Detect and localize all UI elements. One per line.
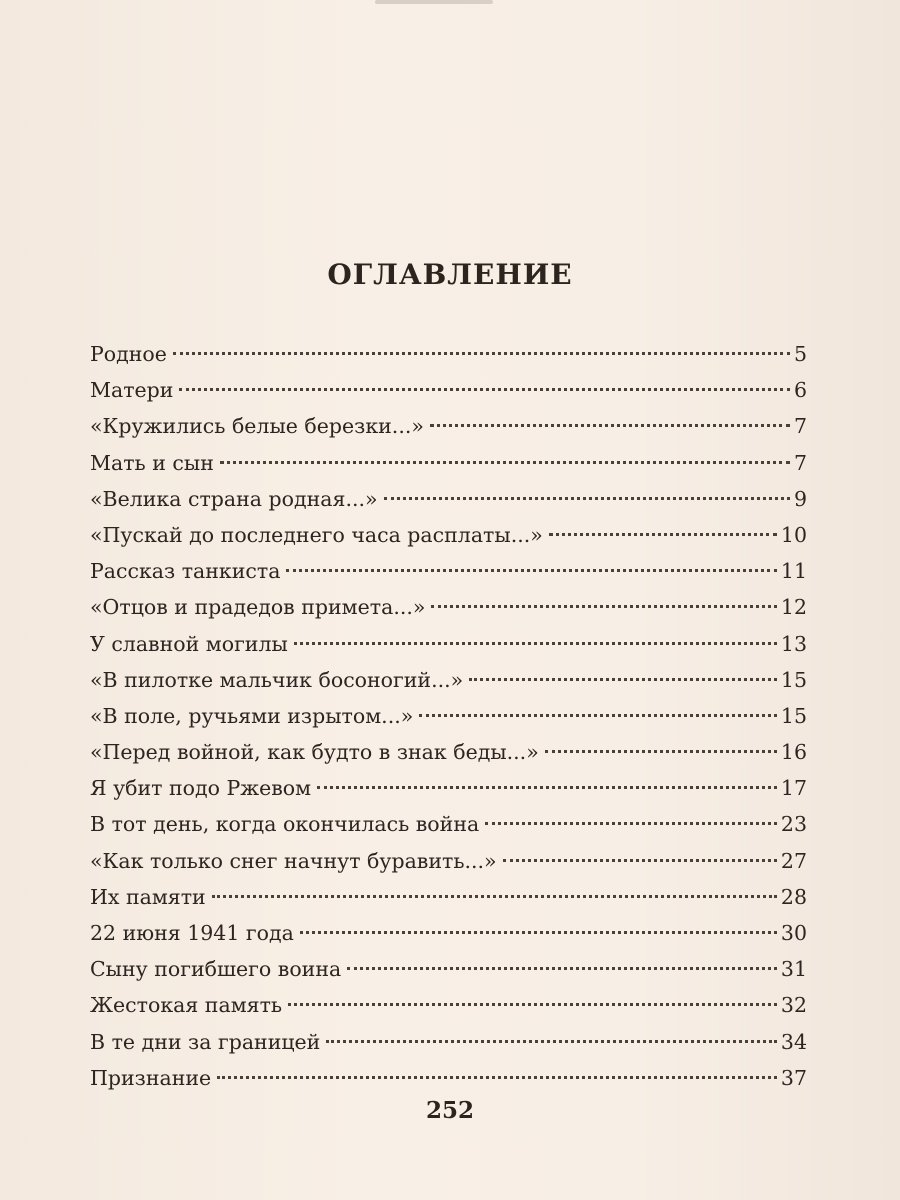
dot-leader	[469, 678, 777, 681]
toc-entry	[90, 341, 807, 377]
toc-entry-page: 37	[780, 1065, 807, 1090]
toc-entry	[90, 920, 807, 956]
dot-leader	[220, 461, 790, 464]
dot-leader	[347, 967, 777, 970]
table-of-contents	[90, 341, 807, 1101]
toc-entry-title: «Кружились белые березки...»	[90, 414, 424, 439]
toc-entry-page: 13	[780, 631, 807, 656]
toc-entry-title: Их памяти	[90, 884, 206, 909]
toc-entry	[90, 739, 807, 775]
toc-entry-page: 11	[780, 559, 807, 584]
toc-entry-title: Жестокая память	[90, 993, 283, 1018]
page-title: ОГЛАВЛЕНИЕ	[327, 258, 573, 291]
toc-entry	[90, 848, 807, 884]
toc-entry-title: «Велика страна родная...»	[90, 486, 378, 511]
toc-entry-title: «Перед войной, как будто в знак беды...»	[90, 740, 539, 765]
toc-entry-page: 31	[780, 957, 807, 982]
dot-leader	[288, 1003, 777, 1006]
toc-entry	[90, 956, 807, 992]
toc-entry-page: 10	[780, 522, 807, 547]
toc-entry-title: Матери	[90, 378, 174, 403]
toc-entry-page: 7	[793, 414, 807, 439]
toc-entry-title: «В пилотке мальчик босоногий...»	[90, 667, 464, 692]
dot-leader	[217, 1076, 777, 1079]
dot-leader	[317, 786, 777, 789]
toc-entry-title: Рассказ танкиста	[90, 559, 281, 584]
toc-entry-title: «Отцов и прадедов примета...»	[90, 595, 426, 620]
toc-entry	[90, 992, 807, 1028]
toc-entry-page: 12	[780, 595, 807, 620]
toc-entry-title: «Пускай до последнего часа расплаты...»	[90, 522, 543, 547]
toc-entry-page: 30	[780, 921, 807, 945]
toc-entry-page: 7	[793, 450, 807, 475]
toc-entry-page: 15	[780, 667, 807, 692]
toc-entry	[90, 884, 807, 920]
dot-leader	[431, 605, 776, 608]
toc-entry-title: «Как только снег начнут буравить...»	[90, 848, 497, 873]
toc-entry-page: 34	[780, 1029, 807, 1054]
toc-entry	[90, 450, 807, 486]
toc-entry	[90, 775, 807, 811]
dot-leader	[294, 642, 777, 645]
toc-entry-title: Сыну погибшего воина	[90, 957, 342, 982]
dot-leader	[286, 569, 776, 572]
toc-entry	[90, 1065, 807, 1101]
page-number: 252	[425, 1097, 474, 1124]
toc-entry-page: 28	[780, 884, 807, 909]
toc-entry-page: 9	[793, 486, 807, 511]
toc-entry	[90, 703, 807, 739]
toc-entry-title: Я убит подо Ржевом	[90, 776, 312, 801]
toc-entry	[90, 1029, 807, 1065]
toc-entry-title: Мать и сын	[90, 450, 214, 475]
toc-entry-page: 32	[780, 993, 807, 1018]
dot-leader	[430, 424, 790, 427]
toc-entry	[90, 667, 807, 703]
toc-entry-title: 22 июня 1941 года	[90, 921, 294, 945]
dot-leader	[419, 714, 777, 717]
dot-leader	[300, 931, 777, 934]
toc-entry	[90, 594, 807, 630]
dot-leader	[326, 1040, 777, 1043]
toc-entry-page: 5	[793, 342, 807, 366]
toc-entry-title: У славной могилы	[90, 631, 288, 656]
toc-entry	[90, 377, 807, 413]
dot-leader	[545, 750, 777, 753]
dot-leader	[503, 859, 777, 862]
dot-leader	[173, 352, 790, 355]
toc-entry	[90, 631, 807, 667]
toc-entry-title: «В поле, ручьями изрытом...»	[90, 703, 414, 728]
toc-entry-page: 27	[780, 848, 807, 873]
dot-leader	[179, 388, 789, 391]
toc-entry-title: В тот день, когда окончилась война	[90, 812, 480, 837]
toc-entry	[90, 522, 807, 558]
toc-entry	[90, 413, 807, 449]
page-edge-mark	[375, 0, 493, 4]
toc-entry-title: Родное	[90, 342, 167, 366]
toc-entry-page: 17	[780, 776, 807, 801]
toc-entry	[90, 486, 807, 522]
dot-leader	[212, 895, 777, 898]
toc-entry-page: 23	[780, 812, 807, 837]
toc-entry	[90, 811, 807, 847]
toc-entry-title: Признание	[90, 1065, 212, 1090]
toc-entry-page: 6	[793, 378, 807, 403]
toc-entry-page: 15	[780, 703, 807, 728]
toc-entry-title: В те дни за границей	[90, 1029, 321, 1054]
dot-leader	[549, 533, 777, 536]
dot-leader	[485, 822, 777, 825]
dot-leader	[384, 497, 790, 500]
toc-entry	[90, 558, 807, 594]
toc-entry-page: 16	[780, 740, 807, 765]
